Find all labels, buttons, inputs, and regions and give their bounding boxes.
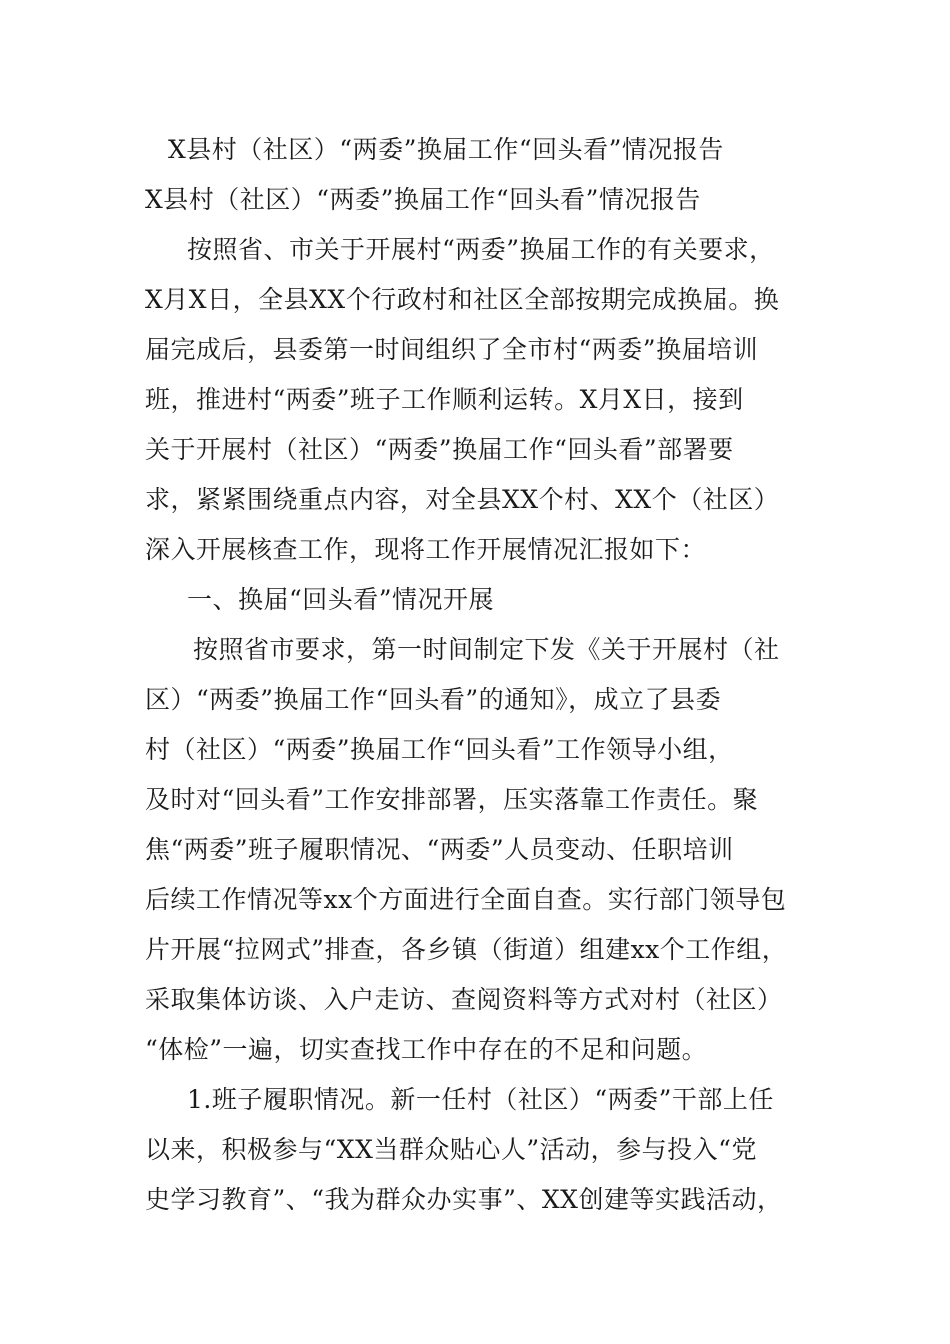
paragraph-line: 采取集体访谈、入户走访、查阅资料等方式对村（社区） xyxy=(145,985,783,1014)
document-title-repeat: X县村（社区）“两委”换届工作“回头看”情况报告 xyxy=(145,185,701,214)
paragraph-line: 焦“两委”班子履职情况、“两委”人员变动、任职培训 xyxy=(145,835,734,864)
paragraph-line: 届完成后，县委第一时间组织了全市村“两委”换届培训 xyxy=(145,335,759,364)
paragraph-line: 片开展“拉网式”排查，各乡镇（街道）组建xx个工作组， xyxy=(145,935,788,964)
paragraph-line: 班，推进村“两委”班子工作顺利运转。X月X日，接到 xyxy=(145,385,744,414)
paragraph-line: 后续工作情况等xx个方面进行全面自查。实行部门领导包 xyxy=(145,885,787,914)
paragraph-line: X月X日，全县XX个行政村和社区全部按期完成换届。换 xyxy=(145,285,780,314)
paragraph-line: 区）“两委”换届工作“回头看”的通知》，成立了县委 xyxy=(145,685,722,714)
subsection-paragraph-line: 1.班子履职情况。新一任村（社区）“两委”干部上任 xyxy=(187,1085,774,1114)
paragraph-line: 关于开展村（社区）“两委”换届工作“回头看”部署要 xyxy=(145,435,734,464)
paragraph-line: 史学习教育”、“我为群众办实事”、XX创建等实践活动， xyxy=(145,1185,783,1214)
document-title: X县村（社区）“两委”换届工作“回头看”情况报告 xyxy=(168,135,724,164)
paragraph-line: 求，紧紧围绕重点内容，对全县XX个村、XX个（社区） xyxy=(145,485,780,514)
paragraph-line: 村（社区）“两委”换届工作“回头看”工作领导小组， xyxy=(145,735,734,764)
paragraph-line: “体检”一遍，切实查找工作中存在的不足和问题。 xyxy=(145,1035,708,1064)
paragraph-line: 深入开展核查工作，现将工作开展情况汇报如下： xyxy=(145,535,707,564)
paragraph-line: 按照省、市关于开展村“两委”换届工作的有关要求， xyxy=(187,235,775,264)
paragraph-line: 按照省市要求，第一时间制定下发《关于开展村（社 xyxy=(193,635,780,664)
paragraph-line: 及时对“回头看”工作安排部署，压实落靠工作责任。聚 xyxy=(145,785,759,814)
paragraph-line: 以来，积极参与“XX当群众贴心人”活动，参与投入“党 xyxy=(145,1135,757,1164)
section-heading: 一、换届“回头看”情况开展 xyxy=(187,585,495,614)
